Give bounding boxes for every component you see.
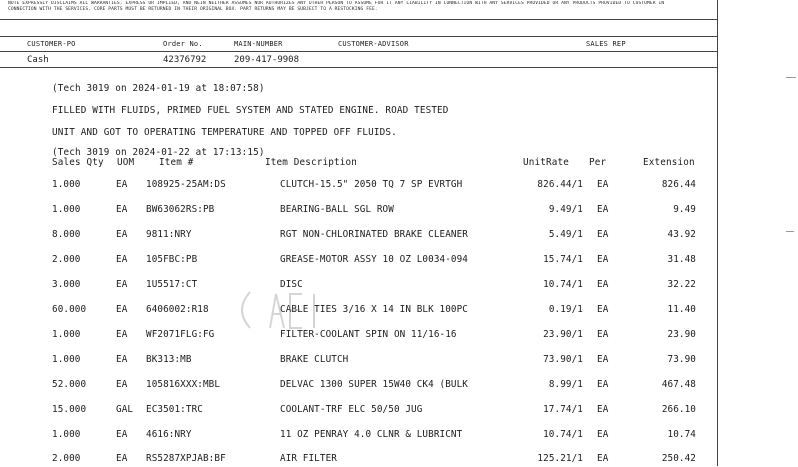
line-item-uom: EA — [116, 279, 128, 290]
line-item-qty: 2.000 — [52, 453, 81, 464]
line-item-description: BRAKE CLUTCH — [280, 354, 349, 365]
line-item-number: 9811:NRY — [146, 229, 192, 240]
line-item-per: EA — [597, 179, 609, 190]
line-item-qty: 15.000 — [52, 404, 87, 415]
line-item — [0, 279, 717, 293]
divider-header-mid — [0, 51, 717, 52]
line-item-per: EA — [597, 354, 609, 365]
line-item-description: DELVAC 1300 SUPER 15W40 CK4 (BULK — [280, 379, 469, 390]
line-item-unit-rate: 8.99/1 — [548, 379, 583, 390]
line-item — [0, 453, 717, 467]
line-item-number: 108925-25AM:DS — [146, 179, 226, 190]
line-item-unit-rate: 10.74/1 — [543, 279, 583, 290]
line-item-extension: 826.44 — [661, 179, 696, 190]
line-item-uom: EA — [116, 204, 128, 215]
line-item-number: RS5287XPJAB:BF — [146, 453, 226, 464]
line-item-extension: 467.48 — [661, 379, 696, 390]
line-item-uom: EA — [116, 429, 128, 440]
line-item-uom: GAL — [116, 404, 134, 415]
tech-note-2-header: (Tech 3019 on 2024-01-22 at 17:13:15) — [52, 147, 265, 158]
line-item-qty: 1.000 — [52, 204, 81, 215]
line-item-uom: EA — [116, 304, 128, 315]
line-item-description: DISC — [280, 279, 303, 290]
order-no-value: 42376792 — [163, 55, 207, 65]
line-item-qty: 1.000 — [52, 354, 81, 365]
line-item-per: EA — [597, 379, 609, 390]
line-item-unit-rate: 826.44/1 — [537, 179, 583, 190]
line-item-per: EA — [597, 329, 609, 340]
line-item-per: EA — [597, 204, 609, 215]
line-item-number: BW63062RS:PB — [146, 204, 215, 215]
col-header-uom: UOM — [117, 157, 135, 168]
line-item-extension: 32.22 — [667, 279, 696, 290]
line-item-number: EC3501:TRC — [146, 404, 203, 415]
line-item — [0, 179, 717, 193]
line-item-qty: 3.000 — [52, 279, 81, 290]
line-item-description: RGT NON-CHLORINATED BRAKE CLEANER — [280, 229, 469, 240]
scan-edge-mark — [786, 77, 796, 78]
line-item-qty: 1.000 — [52, 179, 81, 190]
divider-header-top — [0, 36, 717, 37]
line-item-per: EA — [597, 404, 609, 415]
line-item-extension: 31.48 — [667, 254, 696, 265]
line-item-description: CLUTCH-15.5" 2050 TQ 7 SP EVRTGH — [280, 179, 463, 190]
line-item-unit-rate: 0.19/1 — [548, 304, 583, 315]
line-item-description: 11 OZ PENRAY 4.0 CLNR & LUBRICNT — [280, 429, 463, 440]
customer-po-label: CUSTOMER-PO — [27, 40, 76, 48]
line-item-uom: EA — [116, 453, 128, 464]
line-item-unit-rate: 73.90/1 — [543, 354, 583, 365]
line-item — [0, 254, 717, 268]
tech-note-1-header: (Tech 3019 on 2024-01-19 at 18:07:58) — [52, 83, 265, 94]
disclaimer-line-2: CONNECTION WITH THE SERVICES. CORE PARTS MUST BE RETURNED IN THEIR ORIGINAL BOX. PART RETURNS MAY BE SUBJECT TO A RESTOCKING FEE. — [8, 6, 378, 12]
line-item-uom: EA — [116, 229, 128, 240]
line-item-unit-rate: 17.74/1 — [543, 404, 583, 415]
line-item-per: EA — [597, 429, 609, 440]
line-item-description: FILTER-COOLANT SPIN ON 11/16-16 — [280, 329, 457, 340]
line-item — [0, 204, 717, 218]
line-item-extension: 43.92 — [667, 229, 696, 240]
divider-header-bottom — [0, 67, 717, 68]
line-item-uom: EA — [116, 179, 128, 190]
line-item — [0, 404, 717, 418]
main-number-value: 209-417-9908 — [234, 55, 300, 65]
line-item-per: EA — [597, 453, 609, 464]
line-item-description: AIR FILTER — [280, 453, 337, 464]
line-item-per: EA — [597, 254, 609, 265]
line-item-extension: 23.90 — [667, 329, 696, 340]
col-header-rate: UnitRate — [523, 157, 569, 168]
line-item-unit-rate: 10.74/1 — [543, 429, 583, 440]
col-header-per: Per — [589, 157, 607, 168]
line-item-extension: 73.90 — [667, 354, 696, 365]
line-item-uom: EA — [116, 329, 128, 340]
line-item-extension: 9.49 — [673, 204, 696, 215]
line-item-per: EA — [597, 304, 609, 315]
line-item-unit-rate: 125.21/1 — [537, 453, 583, 464]
customer-po-value: Cash — [27, 55, 49, 65]
customer-advisor-label: CUSTOMER-ADVISOR — [338, 40, 409, 48]
main-number-label: MAIN-NUMBER — [234, 40, 283, 48]
line-item-qty: 2.000 — [52, 254, 81, 265]
line-item-uom: EA — [116, 379, 128, 390]
tech-note-1-line-1: FILLED WITH FLUIDS, PRIMED FUEL SYSTEM AND STATED ENGINE. ROAD TESTED — [52, 105, 449, 116]
line-item-number: 6406002:R18 — [146, 304, 209, 315]
line-item — [0, 329, 717, 343]
sales-rep-label: SALES REP — [586, 40, 626, 48]
order-no-label: Order No. — [163, 40, 203, 48]
line-item — [0, 379, 717, 393]
line-item-extension: 250.42 — [661, 453, 696, 464]
tech-note-1-line-2: UNIT AND GOT TO OPERATING TEMPERATURE AND TOPPED OFF FLUIDS. — [52, 127, 397, 138]
line-item-number: 1U5517:CT — [146, 279, 198, 290]
col-header-ext: Extension — [643, 157, 695, 168]
line-item-number: 4616:NRY — [146, 429, 192, 440]
line-item-unit-rate: 9.49/1 — [548, 204, 583, 215]
line-item-description: COOLANT-TRF ELC 50/50 JUG — [280, 404, 423, 415]
line-item-qty: 1.000 — [52, 429, 81, 440]
col-header-qty: Sales Qty — [52, 157, 104, 168]
line-item-number: 105FBC:PB — [146, 254, 198, 265]
line-item — [0, 354, 717, 368]
line-item-unit-rate: 5.49/1 — [548, 229, 583, 240]
faint-watermark — [230, 280, 330, 340]
line-item-unit-rate: 23.90/1 — [543, 329, 583, 340]
line-item-per: EA — [597, 279, 609, 290]
line-item-description: BEARING-BALL SGL ROW — [280, 204, 394, 215]
line-item — [0, 304, 717, 318]
line-item-number: 105816XXX:MBL — [146, 379, 221, 390]
line-item-qty: 60.000 — [52, 304, 87, 315]
line-item-number: WF2071FLG:FG — [146, 329, 215, 340]
line-item-qty: 52.000 — [52, 379, 87, 390]
scan-edge-mark — [786, 231, 794, 232]
line-item-uom: EA — [116, 354, 128, 365]
line-item-qty: 8.000 — [52, 229, 81, 240]
line-item-extension: 266.10 — [661, 404, 696, 415]
line-item-number: BK313:MB — [146, 354, 192, 365]
col-header-item: Item # — [159, 157, 194, 168]
line-item-extension: 11.40 — [667, 304, 696, 315]
line-item-description: GREASE-MOTOR ASSY 10 OZ L0034-094 — [280, 254, 469, 265]
divider-top — [0, 19, 717, 20]
line-item-description: CABLE TIES 3/16 X 14 IN BLK 100PC — [280, 304, 469, 315]
line-item-extension: 10.74 — [667, 429, 696, 440]
line-item-uom: EA — [116, 254, 128, 265]
col-header-desc: Item Description — [265, 157, 357, 168]
line-item-qty: 1.000 — [52, 329, 81, 340]
line-item-per: EA — [597, 229, 609, 240]
disclaimer-line-1: NOTE EXPRESSLY DISCLAIMS ALL WARRANTIES, EXPRESS OR IMPLIED, AND NEIN NEITHER ASSUMES NOR AUTHORIZES ANY OTHER PERSON TO ASSUME FOR IT ANY LIABILITY IN CONNECTION WITH ANY SERVICES PROVIDED OR ANY PRODUCTS PROVIDED TO CUSTOMER IN — [8, 1, 665, 6]
line-item-unit-rate: 15.74/1 — [543, 254, 583, 265]
line-item — [0, 229, 717, 243]
line-item — [0, 429, 717, 443]
